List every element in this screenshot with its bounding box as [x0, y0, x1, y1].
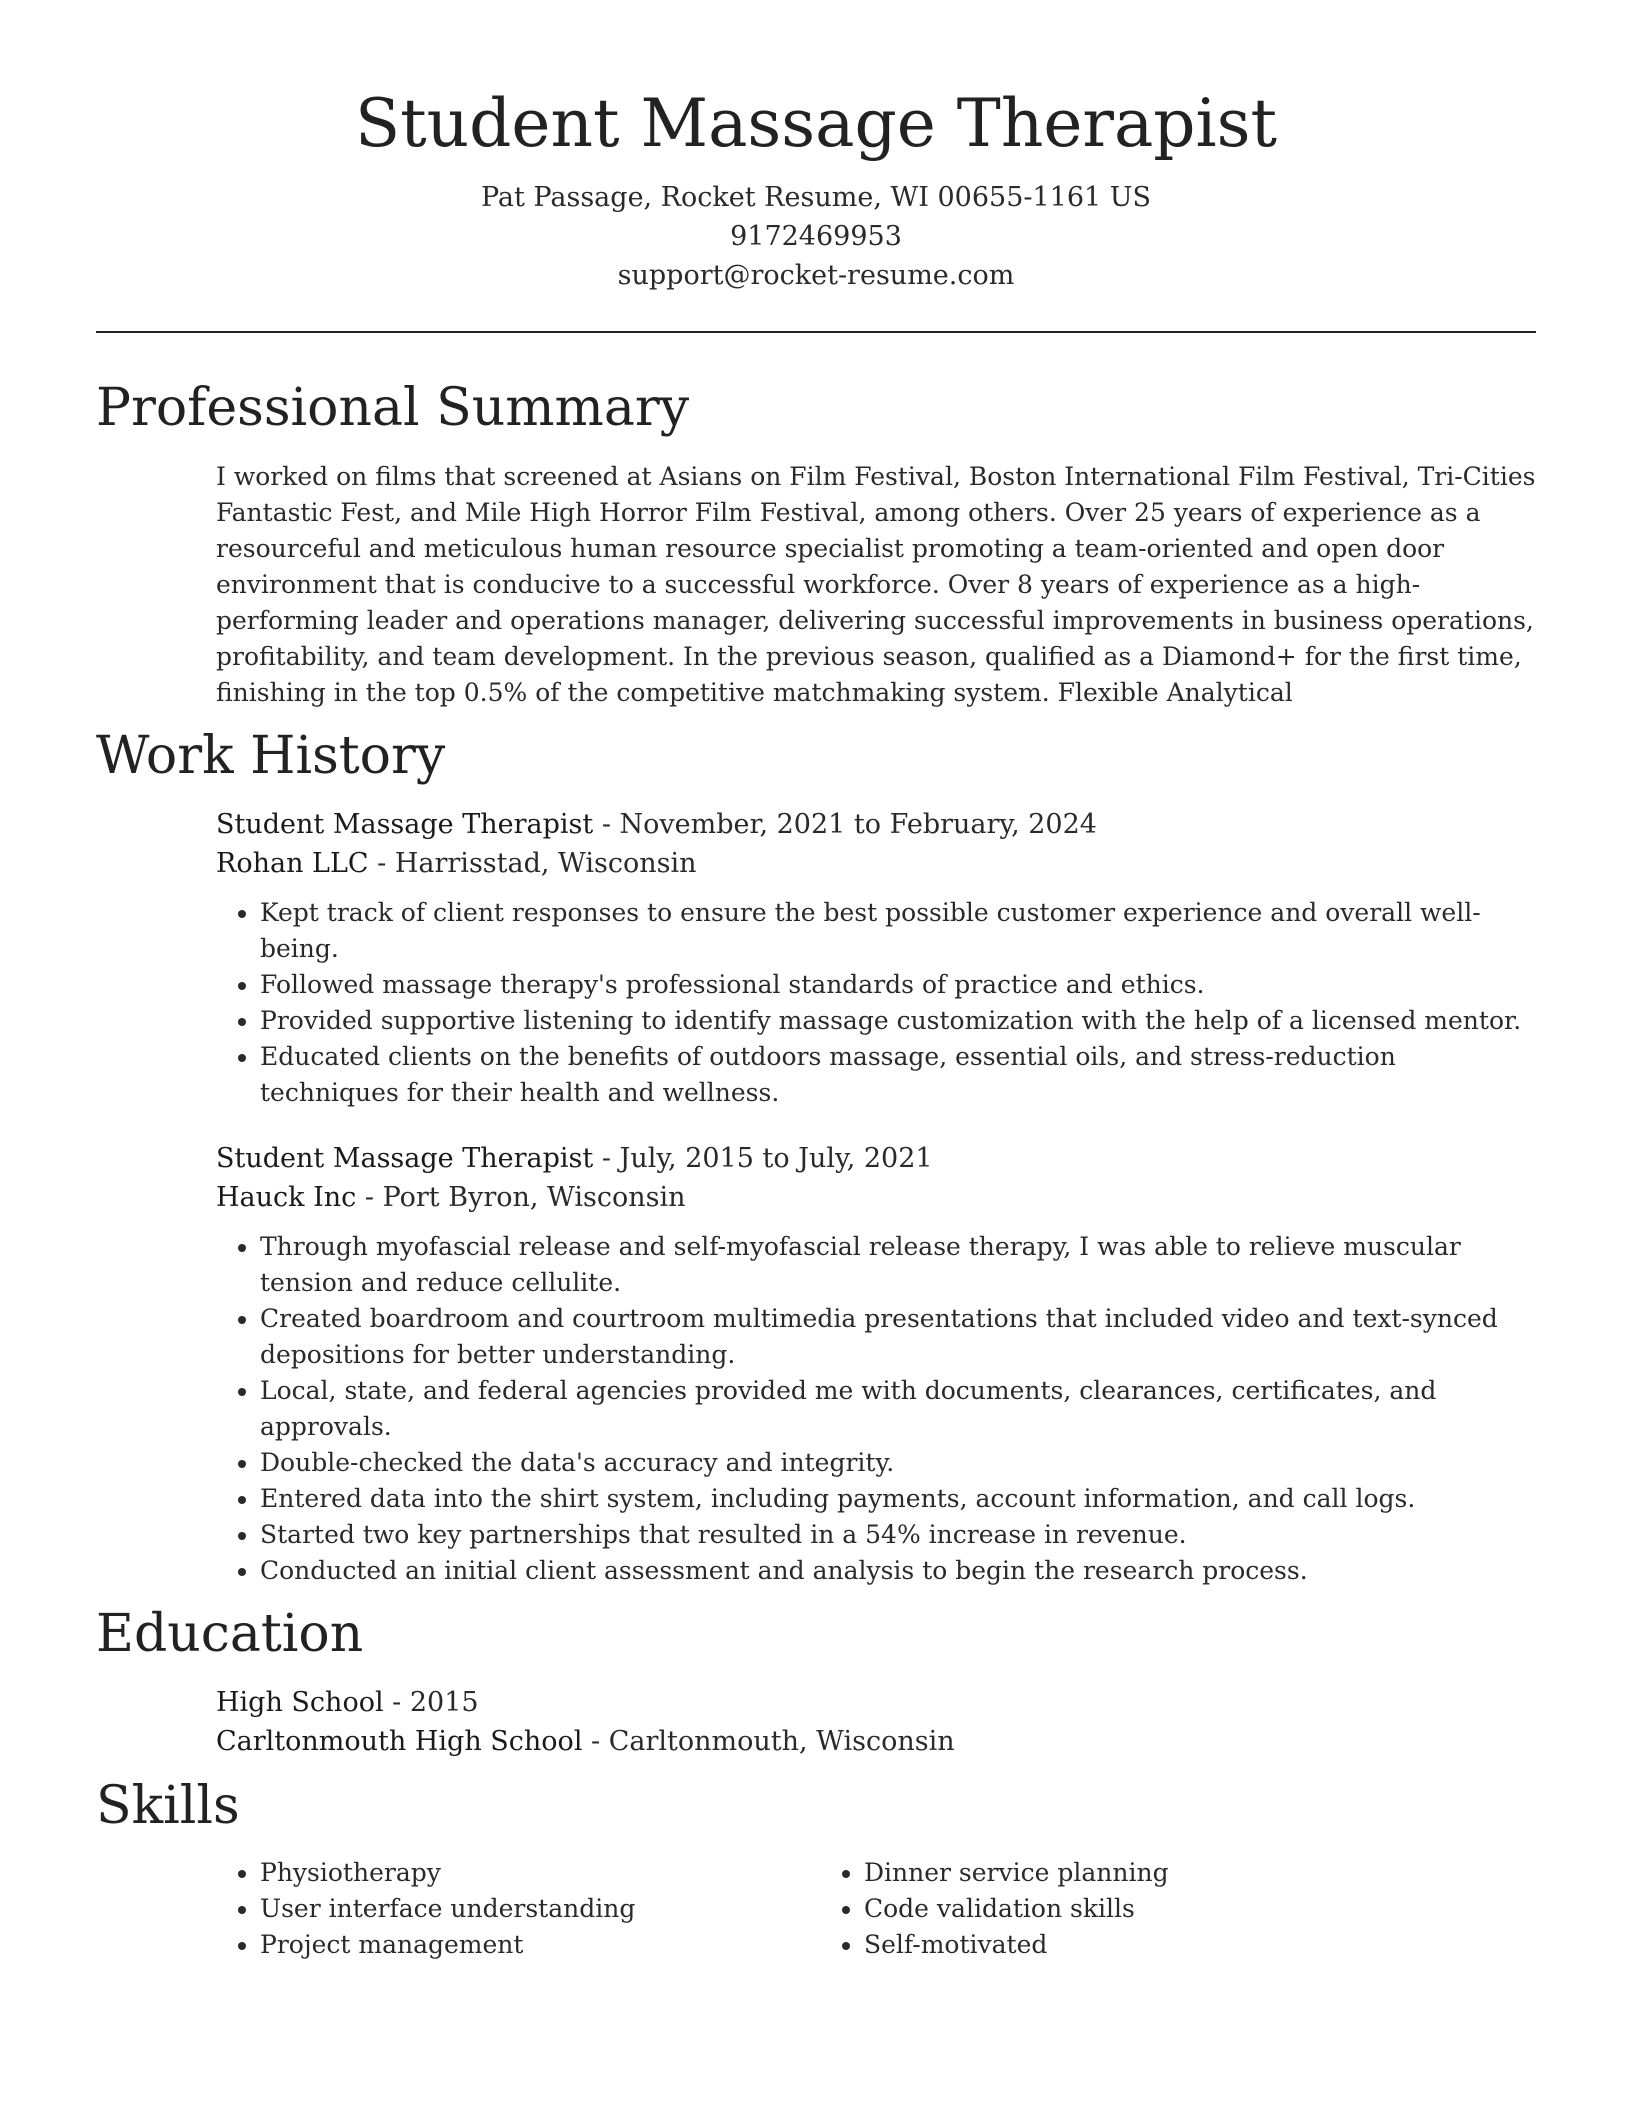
job-bullet: • Through myofascial release and self-myofascial release therapy, I was able to relieve muscular tension and reduce cellulite. — [260, 1229, 1536, 1301]
job-company-line — [216, 1178, 1536, 1217]
skill-item: • User interface understanding — [260, 1891, 820, 1927]
job-bullet: • Followed massage therapy's professional standards of practice and ethics. — [260, 967, 1536, 1003]
contact-phone: 9172469953 — [730, 221, 902, 252]
education-degree: High School — [216, 1687, 384, 1718]
job-bullet: • Created boardroom and courtroom multimedia presentations that included video and text-synced depositions for better understanding. — [260, 1301, 1536, 1373]
job-role: Student Massage Therapist — [216, 1143, 594, 1174]
job-role-line — [216, 805, 1536, 844]
job-bullet: • Conducted an initial client assessment and analysis to begin the research process. — [260, 1553, 1536, 1589]
job-bullet: • Started two key partnerships that resulted in a 54% increase in revenue. — [260, 1517, 1536, 1553]
job-dates: - November, 2021 to February, 2024 — [593, 809, 1097, 840]
candidate-title: Student Massage Therapist — [354, 85, 1278, 162]
header-divider — [96, 331, 1536, 333]
education-degree-line — [216, 1683, 1536, 1722]
job-location: - Harrisstad, Wisconsin — [368, 848, 697, 879]
education-entry — [96, 1683, 1536, 1761]
skills-grid — [96, 1855, 1536, 1963]
skill-item: • Project management — [260, 1927, 820, 1963]
resume-header — [96, 0, 1536, 295]
section-title-work-history: Work History — [96, 726, 446, 786]
skill-item: • Code validation skills — [864, 1891, 1424, 1927]
job-location: - Port Byron, Wisconsin — [356, 1182, 686, 1213]
work-history-list — [96, 805, 1536, 1589]
job-bullet: • Entered data into the shirt system, including payments, account information, and call logs. — [260, 1481, 1536, 1517]
job-bullet: • Kept track of client responses to ensure the best possible customer experience and overall well-being. — [260, 895, 1536, 967]
section-title-summary: Professional Summary — [96, 378, 690, 438]
skills-column-left — [216, 1855, 820, 1963]
job-bullets — [216, 1229, 1536, 1589]
job-bullet: • Local, state, and federal agencies provided me with documents, clearances, certificates, and approvals. — [260, 1373, 1536, 1445]
section-title-skills: Skills — [96, 1776, 240, 1836]
skills-column-right — [820, 1855, 1424, 1963]
job-entry — [216, 805, 1536, 1111]
skill-item: • Dinner service planning — [864, 1855, 1424, 1891]
job-role: Student Massage Therapist — [216, 809, 594, 840]
job-bullet: • Provided supportive listening to identify massage customization with the help of a licensed mentor. — [260, 1003, 1536, 1039]
education-school-line — [216, 1722, 1536, 1761]
education-location: - Carltonmouth, Wisconsin — [582, 1726, 955, 1757]
job-role-line — [216, 1139, 1536, 1178]
contact-block — [96, 178, 1536, 295]
job-company-line — [216, 844, 1536, 883]
job-bullet: • Double-checked the data's accuracy and integrity. — [260, 1445, 1536, 1481]
education-school: Carltonmouth High School — [216, 1726, 583, 1757]
education-year: - 2015 — [383, 1687, 479, 1718]
job-company: Rohan LLC — [216, 848, 369, 879]
skill-item: • Physiotherapy — [260, 1855, 820, 1891]
job-bullet: • Educated clients on the benefits of outdoors massage, essential oils, and stress-reduction techniques for their health and wellness. — [260, 1039, 1536, 1111]
contact-address: Pat Passage, Rocket Resume, WI 00655-1161 US — [480, 182, 1152, 213]
contact-email: support@rocket-resume.com — [617, 260, 1015, 291]
job-company: Hauck Inc — [216, 1182, 357, 1213]
job-entry — [216, 1139, 1536, 1589]
job-dates: - July, 2015 to July, 2021 — [593, 1143, 933, 1174]
section-title-education: Education — [96, 1604, 364, 1664]
skill-item: • Self-motivated — [864, 1927, 1424, 1963]
job-bullets — [216, 895, 1536, 1111]
summary-text: I worked on films that screened at Asians on Film Festival, Boston International Film Festival, Tri-Cities Fantastic Fest, and Mile High Horror Film Festival, among others. Over 25 years of experience as a resourceful and meticulous human resource specialist promoting a team-oriented and open door environment that is conducive to a successful workforce. Over 8 years of experience as a high-performing leader and operations manager, delivering successful improvements in business operations, profitability, and team development. In the previous season, qualified as a Diamond+ for the first time, finishing in the top 0.5% of the competitive matchmaking system. Flexible Analytical — [216, 462, 1536, 707]
